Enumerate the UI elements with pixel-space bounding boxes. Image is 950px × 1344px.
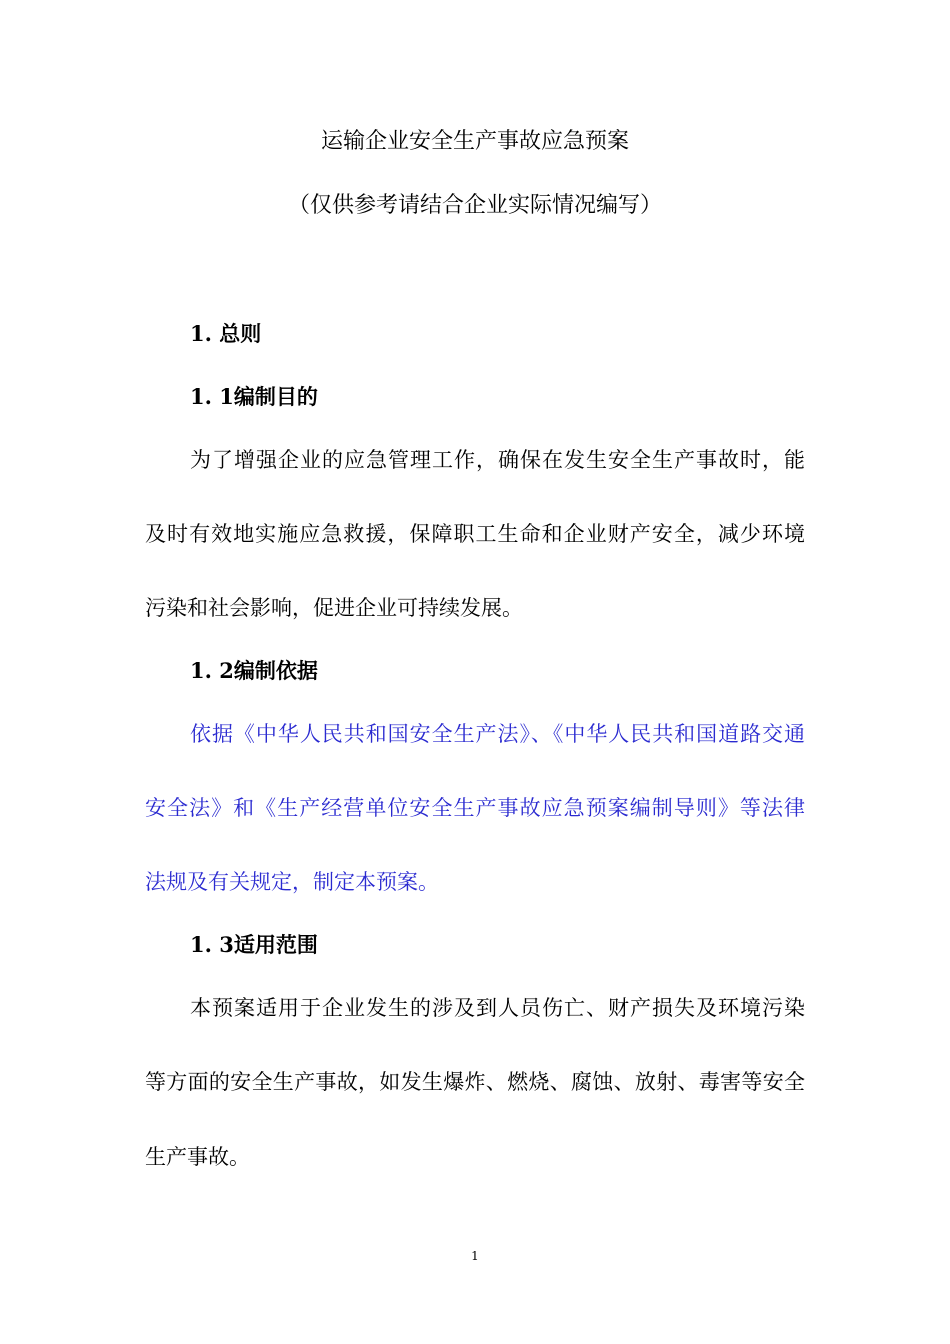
paragraph-line: 为了增强企业的应急管理工作，确保在发生安全生产事故时，能 (190, 448, 805, 472)
section-heading-purpose: 1. 1编制目的 (190, 384, 318, 409)
paragraph-line: 生产事故。 (145, 1145, 250, 1169)
paragraph-line: 及时有效地实施应急救援，保障职工生命和企业财产安全，减少环境 (145, 522, 805, 546)
document-subtitle: （仅供参考请结合企业实际情况编写） (287, 193, 662, 218)
paragraph-line: 本预案适用于企业发生的涉及到人员伤亡、财产损失及环境污染 (190, 996, 805, 1020)
section-heading-basis: 1. 2编制依据 (190, 658, 318, 683)
document-title: 运输企业安全生产事故应急预案 (320, 129, 629, 154)
paragraph-line: 污染和社会影响，促进企业可持续发展。 (145, 596, 523, 620)
page-number: 1 (471, 1249, 479, 1263)
paragraph-line: 安全法》和《生产经营单位安全生产事故应急预案编制导则》等法律 (145, 796, 805, 820)
paragraph-line: 法规及有关规定，制定本预案。 (145, 870, 439, 894)
paragraph-line: 依据《中华人民共和国安全生产法》、《中华人民共和国道路交通 (190, 722, 805, 746)
paragraph-line: 等方面的安全生产事故，如发生爆炸、燃烧、腐蚀、放射、毒害等安全 (145, 1070, 805, 1094)
section-heading-general: 1. 总则 (190, 321, 262, 346)
section-heading-scope: 1. 3适用范围 (190, 932, 318, 957)
